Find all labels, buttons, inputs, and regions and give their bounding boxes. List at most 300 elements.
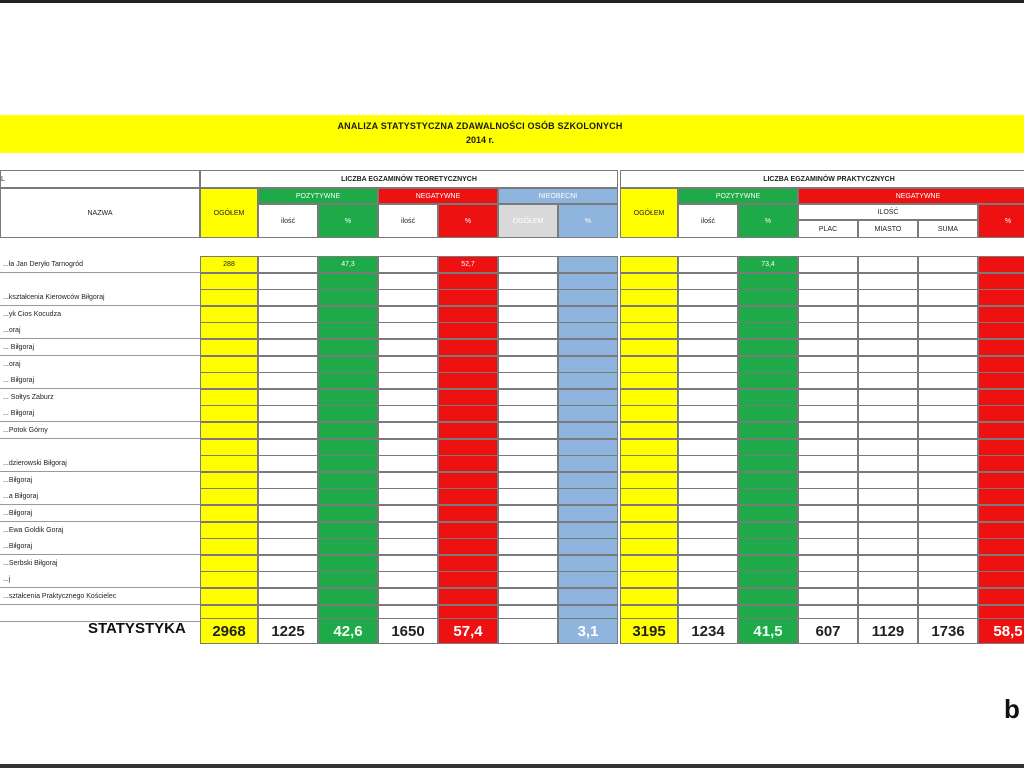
table-cell — [620, 555, 678, 572]
table-cell — [678, 372, 738, 389]
table-cell — [558, 322, 618, 339]
row-name: ... Biłgoraj — [0, 405, 200, 422]
table-cell — [558, 472, 618, 489]
table-cell — [498, 339, 558, 356]
table-cell — [558, 256, 618, 273]
table-cell — [498, 439, 558, 456]
table-cell — [620, 588, 678, 605]
row-name: ... Biłgoraj — [0, 372, 200, 389]
table-cell — [978, 439, 1024, 456]
row-name: ... Sołtys Zaburz — [0, 389, 200, 406]
header-theory-group: LICZBA EGZAMINÓW TEORETYCZNYCH — [200, 170, 618, 188]
table-cell — [558, 422, 618, 439]
table-cell — [678, 571, 738, 588]
header-practice-neg-pct: % — [978, 204, 1024, 238]
table-cell — [918, 389, 978, 406]
table-cell — [738, 439, 798, 456]
report-title-band — [0, 115, 1024, 153]
table-cell — [918, 505, 978, 522]
table-cell — [798, 455, 858, 472]
table-cell — [558, 571, 618, 588]
header-theory-total: OGÓŁEM — [200, 188, 258, 238]
table-cell — [798, 422, 858, 439]
table-cell — [558, 588, 618, 605]
stats-cell: 3195 — [620, 618, 678, 644]
table-cell — [620, 372, 678, 389]
table-cell — [318, 405, 378, 422]
table-cell — [258, 538, 318, 555]
table-cell — [258, 588, 318, 605]
table-cell — [858, 273, 918, 290]
table-cell — [558, 522, 618, 539]
table-cell — [978, 356, 1024, 373]
table-cell — [978, 306, 1024, 323]
header-practice-pos-pct: % — [738, 204, 798, 238]
header-practice-total: OGÓŁEM — [620, 188, 678, 238]
table-cell — [200, 472, 258, 489]
table-cell — [498, 372, 558, 389]
table-cell — [378, 273, 438, 290]
table-cell — [620, 273, 678, 290]
table-cell — [798, 472, 858, 489]
row-name: ...ształcenia Praktycznego Kościelec — [0, 588, 200, 605]
table-cell — [498, 289, 558, 306]
header-corner: L — [0, 170, 200, 188]
table-cell — [438, 588, 498, 605]
table-cell — [918, 405, 978, 422]
table-cell — [258, 472, 318, 489]
table-cell — [798, 439, 858, 456]
table-cell — [918, 322, 978, 339]
table-cell — [918, 439, 978, 456]
table-cell — [678, 356, 738, 373]
table-cell — [798, 339, 858, 356]
header-theory-neg-count: ilość — [378, 204, 438, 238]
bottom-border — [0, 764, 1024, 768]
table-cell — [438, 339, 498, 356]
table-cell — [858, 439, 918, 456]
table-cell — [678, 289, 738, 306]
table-cell — [498, 356, 558, 373]
table-cell — [200, 306, 258, 323]
table-cell — [318, 439, 378, 456]
table-cell — [200, 372, 258, 389]
table-cell — [918, 306, 978, 323]
table-cell — [438, 455, 498, 472]
table-cell — [978, 389, 1024, 406]
row-name: ...Potok Górny — [0, 422, 200, 439]
stats-cell: 58,5 — [978, 618, 1024, 644]
table-cell — [318, 372, 378, 389]
table-cell — [978, 488, 1024, 505]
table-cell — [378, 488, 438, 505]
header-theory-absent-pct: % — [558, 204, 618, 238]
table-cell — [678, 588, 738, 605]
table-cell — [858, 588, 918, 605]
row-name: ...a Biłgoraj — [0, 488, 200, 505]
table-cell — [738, 289, 798, 306]
table-cell — [558, 372, 618, 389]
table-cell — [258, 522, 318, 539]
table-cell — [438, 306, 498, 323]
table-cell — [978, 422, 1024, 439]
table-cell — [318, 472, 378, 489]
table-cell — [620, 339, 678, 356]
table-cell — [258, 273, 318, 290]
table-cell — [498, 256, 558, 273]
table-cell — [978, 405, 1024, 422]
table-cell — [918, 422, 978, 439]
table-cell — [438, 538, 498, 555]
table-cell — [558, 389, 618, 406]
table-cell — [498, 273, 558, 290]
table-cell — [438, 422, 498, 439]
table-cell — [498, 555, 558, 572]
table-cell — [498, 588, 558, 605]
table-cell — [738, 405, 798, 422]
table-cell — [498, 522, 558, 539]
table-cell — [798, 322, 858, 339]
table-cell — [318, 455, 378, 472]
table-cell — [200, 571, 258, 588]
table-cell — [378, 306, 438, 323]
table-cell: 73,4 — [738, 256, 798, 273]
table-cell — [438, 488, 498, 505]
report-title: ANALIZA STATYSTYCZNA ZDAWALNOŚCI OSÓB SZKOLONYCH — [337, 121, 623, 131]
table-cell — [318, 522, 378, 539]
table-cell — [558, 339, 618, 356]
table-cell — [918, 472, 978, 489]
table-cell — [738, 538, 798, 555]
stats-cell: 2968 — [200, 618, 258, 644]
table-cell — [498, 422, 558, 439]
row-name — [0, 439, 200, 456]
table-cell — [620, 322, 678, 339]
table-cell — [858, 455, 918, 472]
stats-cell: 1650 — [378, 618, 438, 644]
table-cell — [498, 306, 558, 323]
table-cell — [258, 256, 318, 273]
header-theory-pos-pct: % — [318, 204, 378, 238]
table-cell — [438, 439, 498, 456]
table-cell — [738, 273, 798, 290]
row-name: ...Biłgoraj — [0, 505, 200, 522]
table-cell — [978, 522, 1024, 539]
table-cell — [318, 588, 378, 605]
table-cell — [678, 488, 738, 505]
row-name: ...dzierowski Biłgoraj — [0, 455, 200, 472]
table-cell: 288 — [200, 256, 258, 273]
table-cell — [978, 538, 1024, 555]
table-cell — [978, 256, 1024, 273]
table-cell — [978, 455, 1024, 472]
table-cell — [318, 273, 378, 290]
table-cell — [918, 273, 978, 290]
table-cell — [620, 389, 678, 406]
table-cell — [438, 389, 498, 406]
table-cell — [318, 322, 378, 339]
table-cell — [318, 339, 378, 356]
table-cell — [978, 273, 1024, 290]
table-cell — [620, 422, 678, 439]
table-cell — [200, 339, 258, 356]
table-cell — [798, 356, 858, 373]
table-cell — [200, 555, 258, 572]
table-cell — [318, 289, 378, 306]
table-cell — [798, 505, 858, 522]
table-cell — [438, 405, 498, 422]
table-cell — [678, 405, 738, 422]
row-name: ...j — [0, 571, 200, 588]
table-cell — [978, 339, 1024, 356]
table-cell — [978, 555, 1024, 572]
table-cell — [318, 389, 378, 406]
table-cell — [498, 389, 558, 406]
table-cell — [738, 588, 798, 605]
table-cell — [558, 273, 618, 290]
table-cell — [858, 256, 918, 273]
table-cell — [978, 588, 1024, 605]
table-cell — [558, 505, 618, 522]
table-cell — [798, 306, 858, 323]
table-cell — [438, 356, 498, 373]
header-theory-negative: NEGATYWNE — [378, 188, 498, 204]
table-cell — [620, 538, 678, 555]
table-cell — [978, 472, 1024, 489]
stats-cell: 1234 — [678, 618, 738, 644]
table-cell — [858, 571, 918, 588]
table-cell — [378, 588, 438, 605]
table-cell — [318, 571, 378, 588]
table-cell — [258, 555, 318, 572]
table-cell — [620, 306, 678, 323]
table-cell — [438, 289, 498, 306]
table-cell — [858, 322, 918, 339]
table-cell — [258, 488, 318, 505]
table-cell — [738, 372, 798, 389]
table-cell — [978, 505, 1024, 522]
stats-cell: 41,5 — [738, 618, 798, 644]
table-cell — [858, 306, 918, 323]
table-cell — [678, 522, 738, 539]
table-cell — [378, 405, 438, 422]
table-cell — [678, 505, 738, 522]
table-cell — [498, 472, 558, 489]
table-cell — [620, 439, 678, 456]
stats-cell: 1129 — [858, 618, 918, 644]
table-cell — [978, 289, 1024, 306]
table-cell — [858, 356, 918, 373]
table-cell — [378, 455, 438, 472]
table-cell — [620, 505, 678, 522]
table-cell — [918, 555, 978, 572]
stats-cell: 1225 — [258, 618, 318, 644]
table-cell — [678, 306, 738, 323]
table-cell — [858, 488, 918, 505]
table-cell — [738, 505, 798, 522]
table-cell: 52,7 — [438, 256, 498, 273]
table-cell — [918, 356, 978, 373]
table-cell — [798, 588, 858, 605]
table-cell — [200, 505, 258, 522]
table-cell — [558, 488, 618, 505]
table-cell — [918, 571, 978, 588]
table-cell — [798, 522, 858, 539]
table-cell — [378, 339, 438, 356]
table-cell — [258, 356, 318, 373]
table-cell — [858, 422, 918, 439]
table-cell — [318, 488, 378, 505]
table-cell — [558, 439, 618, 456]
table-cell — [498, 538, 558, 555]
row-name: ...oraj — [0, 356, 200, 373]
stats-label: STATYSTYKA — [88, 620, 186, 637]
table-cell — [258, 289, 318, 306]
header-practice-suma: SUMA — [918, 220, 978, 238]
table-cell — [678, 455, 738, 472]
stats-cell: 607 — [798, 618, 858, 644]
table-cell — [798, 389, 858, 406]
table-cell — [918, 256, 978, 273]
table-cell — [200, 356, 258, 373]
table-cell — [558, 289, 618, 306]
table-cell — [918, 522, 978, 539]
stats-cell: 1736 — [918, 618, 978, 644]
table-cell — [620, 356, 678, 373]
header-practice-neg-count: ILOŚĆ — [798, 204, 978, 220]
table-cell — [738, 356, 798, 373]
table-cell — [620, 405, 678, 422]
table-cell — [978, 571, 1024, 588]
table-cell — [200, 273, 258, 290]
table-cell — [378, 389, 438, 406]
table-cell — [498, 571, 558, 588]
stats-cell — [498, 618, 558, 644]
table-cell — [918, 455, 978, 472]
table-cell — [378, 256, 438, 273]
table-cell — [978, 322, 1024, 339]
table-cell — [620, 455, 678, 472]
table-cell — [558, 356, 618, 373]
table-cell — [738, 555, 798, 572]
report-year: 2014 r. — [465, 135, 495, 145]
table-cell — [378, 571, 438, 588]
table-cell — [258, 405, 318, 422]
table-cell — [378, 472, 438, 489]
table-cell — [200, 289, 258, 306]
table-cell — [200, 488, 258, 505]
table-cell — [918, 538, 978, 555]
row-name: ...oraj — [0, 322, 200, 339]
table-cell — [738, 339, 798, 356]
table-cell — [258, 571, 318, 588]
row-name: ... Biłgoraj — [0, 339, 200, 356]
table-cell — [498, 405, 558, 422]
table-cell — [438, 505, 498, 522]
table-cell — [738, 522, 798, 539]
table-cell — [498, 505, 558, 522]
table-cell — [798, 256, 858, 273]
row-name: ...yk Cios Kocudza — [0, 306, 200, 323]
row-name: ...Serbski Biłgoraj — [0, 555, 200, 572]
top-border — [0, 0, 1024, 3]
header-theory-absent: NIEOBECNI — [498, 188, 618, 204]
table-cell — [438, 571, 498, 588]
table-cell — [620, 522, 678, 539]
row-name: ...Biłgoraj — [0, 538, 200, 555]
header-theory-neg-pct: % — [438, 204, 498, 238]
table-cell — [620, 571, 678, 588]
header-theory-pos-count: ilość — [258, 204, 318, 238]
table-cell — [438, 372, 498, 389]
table-cell — [200, 538, 258, 555]
table-cell — [798, 555, 858, 572]
table-cell — [258, 339, 318, 356]
table-cell — [858, 538, 918, 555]
table-cell — [318, 306, 378, 323]
table-cell — [558, 538, 618, 555]
brand-logo-fragment: b — [1004, 694, 1020, 724]
table-cell — [438, 322, 498, 339]
table-cell — [798, 538, 858, 555]
table-cell — [678, 339, 738, 356]
header-theory-positive: POZYTYWNE — [258, 188, 378, 204]
header-practice-positive: POZYTYWNE — [678, 188, 798, 204]
table-cell — [738, 571, 798, 588]
table-cell — [438, 472, 498, 489]
table-cell — [200, 439, 258, 456]
table-cell: 47,3 — [318, 256, 378, 273]
table-cell — [678, 472, 738, 489]
row-name: ...Biłgoraj — [0, 472, 200, 489]
table-cell — [798, 372, 858, 389]
table-cell — [258, 422, 318, 439]
table-cell — [378, 538, 438, 555]
stats-cell: 42,6 — [318, 618, 378, 644]
table-cell — [678, 555, 738, 572]
table-cell — [798, 289, 858, 306]
table-cell — [918, 372, 978, 389]
header-practice-negative: NEGATYWNE — [798, 188, 1024, 204]
header-practice-plac: PLAC — [798, 220, 858, 238]
table-cell — [858, 522, 918, 539]
header-theory-absent-total: OGÓŁEM — [498, 204, 558, 238]
table-cell — [858, 339, 918, 356]
table-cell — [378, 439, 438, 456]
row-name: ...Ewa Goldik Goraj — [0, 522, 200, 539]
table-cell — [978, 372, 1024, 389]
table-cell — [378, 522, 438, 539]
table-cell — [318, 422, 378, 439]
table-cell — [378, 372, 438, 389]
table-cell — [558, 405, 618, 422]
table-cell — [200, 455, 258, 472]
header-practice-pos-count: ilość — [678, 204, 738, 238]
table-cell — [620, 289, 678, 306]
table-cell — [318, 356, 378, 373]
table-cell — [378, 422, 438, 439]
table-cell — [738, 306, 798, 323]
row-name: ...ła Jan Deryło Tarnogród — [0, 256, 200, 273]
table-cell — [678, 322, 738, 339]
table-cell — [678, 422, 738, 439]
table-cell — [858, 505, 918, 522]
table-cell — [918, 339, 978, 356]
table-cell — [378, 555, 438, 572]
table-cell — [438, 273, 498, 290]
header-name: NAZWA — [0, 188, 200, 238]
table-cell — [620, 488, 678, 505]
